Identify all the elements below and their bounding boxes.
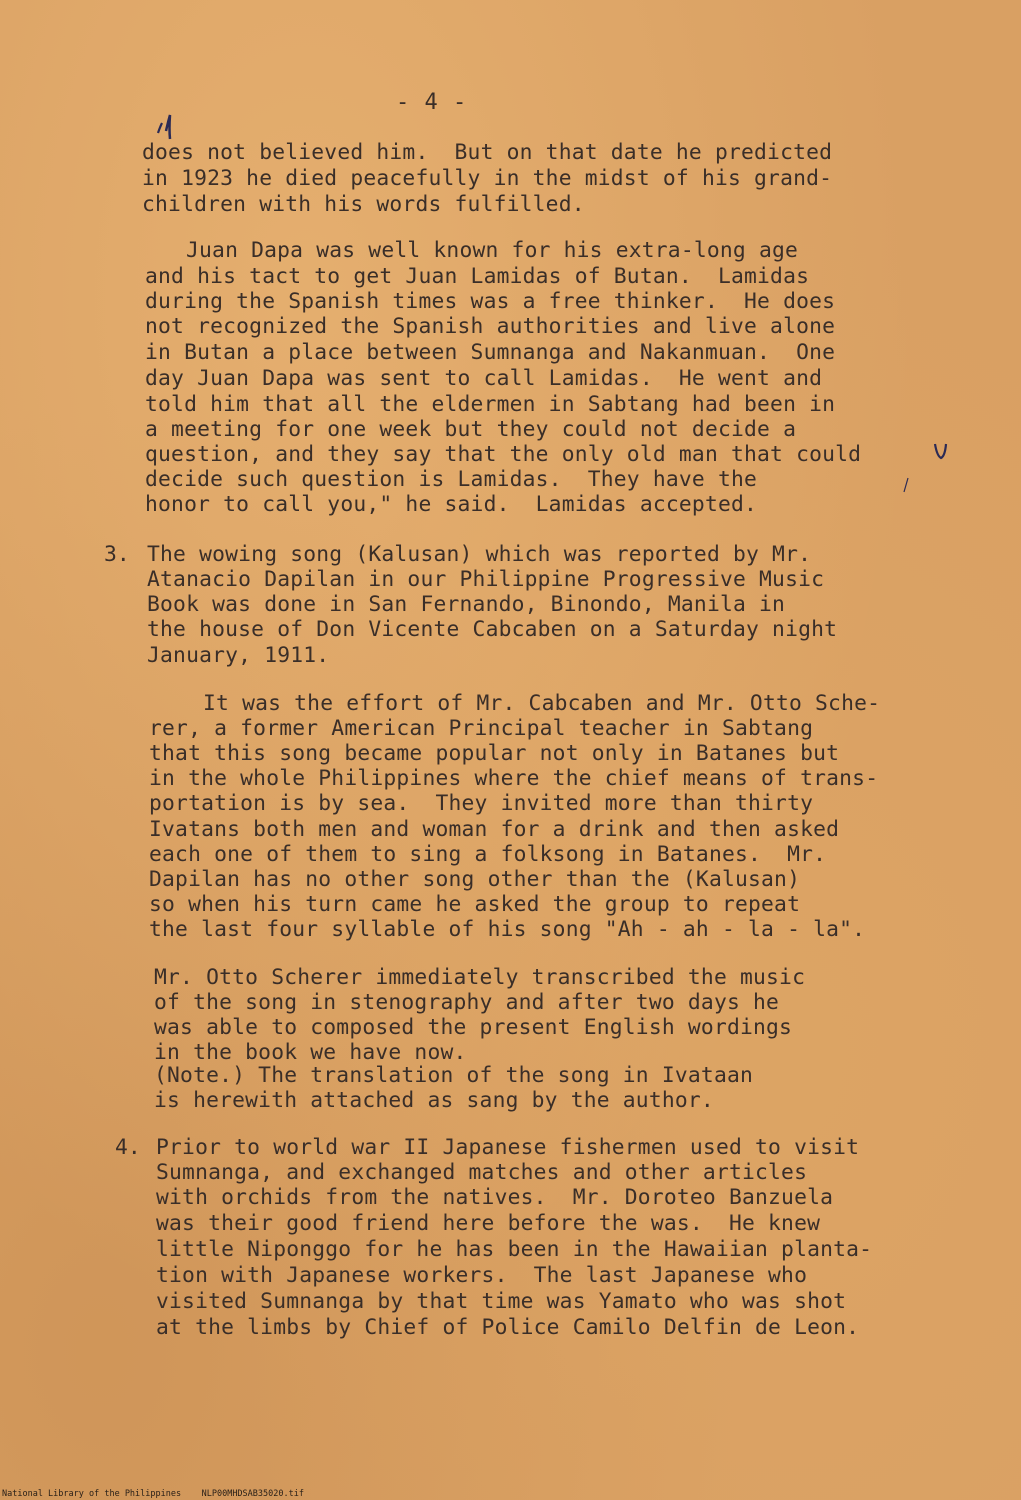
text-line: tion with Japanese workers. The last Japanese who <box>156 1263 808 1288</box>
page-number: - 4 - <box>396 90 468 115</box>
text-line: and his tact to get Juan Lamidas of Butan. Lamidas <box>145 264 810 289</box>
text-line: so when his turn came he asked the group to repeat <box>149 892 801 917</box>
text-line: with orchids from the natives. Mr. Doroteo Banzuela <box>156 1185 834 1210</box>
text-line: in the book we have now. <box>154 1040 467 1065</box>
text-line: in the whole Philippines where the chief means of trans- <box>149 766 879 791</box>
text-line: The wowing song (Kalusan) which was reported by Mr. <box>147 542 812 567</box>
text-line: honor to call you," he said. Lamidas accepted. <box>145 492 758 517</box>
text-line: of the song in stenography and after two days he <box>154 990 780 1015</box>
text-line: It was the effort of Mr. Cabcaben and Mr. Otto Sche- <box>203 691 881 716</box>
scan-footer <box>2 1489 304 1499</box>
text-line: children with his words fulfilled. <box>142 192 585 217</box>
text-line: was able to composed the present English wordings <box>154 1015 793 1040</box>
text-line: visited Sumnanga by that time was Yamato who was shot <box>156 1289 847 1314</box>
text-line: that this song became popular not only in Batanes but <box>149 741 840 766</box>
text-line: rer, a former American Principal teacher in Sabtang <box>149 716 814 741</box>
text-line: Mr. Otto Scherer immediately transcribed the music <box>154 965 806 990</box>
text-line: Prior to world war II Japanese fishermen used to visit <box>156 1135 860 1160</box>
text-line: at the limbs by Chief of Police Camilo Delfin de Leon. <box>156 1315 860 1340</box>
text-line: Book was done in San Fernando, Binondo, Manila in <box>147 592 786 617</box>
text-line: is herewith attached as sang by the author. <box>154 1088 714 1113</box>
text-line: each one of them to sing a folksong in Batanes. Mr. <box>149 842 827 867</box>
text-line: question, and they say that the only old man that could <box>145 442 862 467</box>
scan-filename: NLP00MHDSAB35020.tif <box>201 1489 304 1499</box>
library-name: National Library of the Philippines <box>2 1489 182 1499</box>
text-line: was their good friend here before the was. He knew <box>156 1211 821 1236</box>
text-line: does not believed him. But on that date he predicted <box>142 140 833 165</box>
text-line: January, 1911. <box>147 643 330 668</box>
text-line: during the Spanish times was a free thinker. He does <box>145 289 836 314</box>
item-number-4: 4. <box>115 1135 141 1160</box>
text-line: not recognized the Spanish authorities and live alone <box>145 314 836 339</box>
text-line: a meeting for one week but they could not decide a <box>145 417 797 442</box>
text-line: Sumnanga, and exchanged matches and other articles <box>156 1160 808 1185</box>
text-line: day Juan Dapa was sent to call Lamidas. He went and <box>145 366 823 391</box>
text-line: portation is by sea. They invited more than thirty <box>149 791 814 816</box>
text-line: the house of Don Vicente Cabcaben on a Saturday night <box>147 617 838 642</box>
item-number-3: 3. <box>104 542 130 567</box>
text-line: told him that all the eldermen in Sabtang had been in <box>145 392 836 417</box>
text-line: in 1923 he died peacefully in the midst of his grand- <box>142 166 833 191</box>
text-line: Dapilan has no other song other than the (Kalusan) <box>149 867 801 892</box>
text-line: Atanacio Dapilan in our Philippine Progressive Music <box>147 567 825 592</box>
text-line: the last four syllable of his song "Ah - ah - la - la". <box>149 917 866 942</box>
text-line: Juan Dapa was well known for his extra-long age <box>186 238 799 263</box>
text-line: little Niponggo for he has been in the Hawaiian planta- <box>156 1237 873 1262</box>
text-line: Ivatans both men and woman for a drink and then asked <box>149 817 840 842</box>
text-line: in Butan a place between Sumnanga and Nakanmuan. One <box>145 340 836 365</box>
text-line: decide such question is Lamidas. They have the <box>145 467 758 492</box>
text-line: (Note.) The translation of the song in Ivataan <box>154 1063 754 1088</box>
